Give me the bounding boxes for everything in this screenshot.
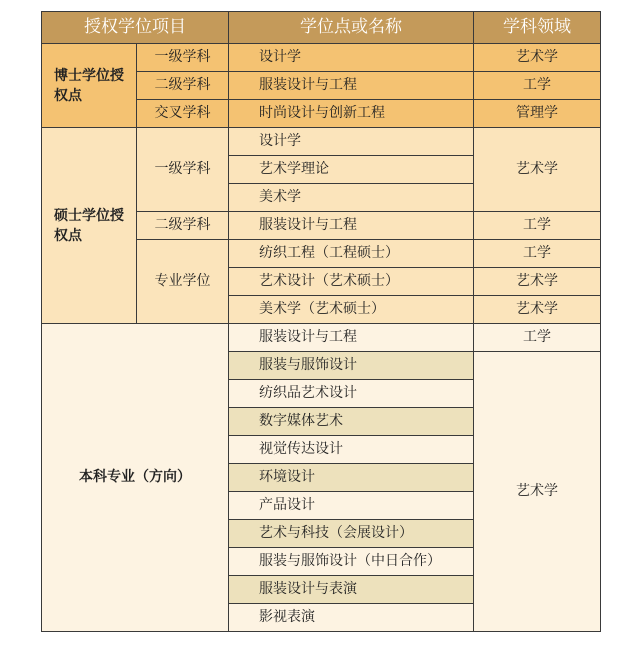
header-degree-name: 学位点或名称 — [229, 12, 474, 44]
discipline: 艺术学 — [474, 128, 601, 212]
degree-name: 产品设计 — [229, 492, 474, 520]
degree-name: 服装设计与表演 — [229, 576, 474, 604]
degree-name: 设计学 — [229, 44, 474, 72]
degree-name: 美术学（艺术硕士） — [229, 296, 474, 324]
doctoral-category: 博士学位授权点 — [42, 44, 137, 128]
degree-name: 设计学 — [229, 128, 474, 156]
discipline: 工学 — [474, 240, 601, 268]
discipline: 管理学 — [474, 100, 601, 128]
degree-name: 服装设计与工程 — [229, 72, 474, 100]
undergrad-category: 本科专业（方向） — [42, 324, 229, 632]
degree-name: 数字媒体艺术 — [229, 408, 474, 436]
degree-name: 纺织品艺术设计 — [229, 380, 474, 408]
header-row — [42, 12, 601, 44]
degree-name: 纺织工程（工程硕士） — [229, 240, 474, 268]
sub-type: 二级学科 — [137, 72, 229, 100]
degree-name: 艺术学理论 — [229, 156, 474, 184]
discipline: 艺术学 — [474, 268, 601, 296]
discipline: 艺术学 — [474, 296, 601, 324]
degree-name: 美术学 — [229, 184, 474, 212]
header-discipline: 学科领域 — [474, 12, 601, 44]
degree-name: 服装与服饰设计（中日合作） — [229, 548, 474, 576]
sub-type: 一级学科 — [137, 44, 229, 72]
degree-name: 服装与服饰设计 — [229, 352, 474, 380]
degree-name: 服装设计与工程 — [229, 324, 474, 352]
discipline: 工学 — [474, 212, 601, 240]
sub-type: 交叉学科 — [137, 100, 229, 128]
discipline: 工学 — [474, 324, 601, 352]
degree-name: 环境设计 — [229, 464, 474, 492]
masters-category: 硕士学位授权点 — [42, 128, 137, 324]
degree-name: 艺术设计（艺术硕士） — [229, 268, 474, 296]
sub-type: 二级学科 — [137, 212, 229, 240]
degree-name: 视觉传达设计 — [229, 436, 474, 464]
degree-name: 服装设计与工程 — [229, 212, 474, 240]
table-row — [42, 44, 601, 72]
table-row — [42, 128, 601, 156]
discipline: 艺术学 — [474, 352, 601, 632]
sub-type: 一级学科 — [137, 128, 229, 212]
discipline: 工学 — [474, 72, 601, 100]
degree-table — [41, 11, 601, 632]
degree-name: 艺术与科技（会展设计） — [229, 520, 474, 548]
degree-name: 时尚设计与创新工程 — [229, 100, 474, 128]
header-degree-program: 授权学位项目 — [42, 12, 229, 44]
sub-type: 专业学位 — [137, 240, 229, 324]
discipline: 艺术学 — [474, 44, 601, 72]
table-row — [42, 324, 601, 352]
degree-name: 影视表演 — [229, 604, 474, 632]
